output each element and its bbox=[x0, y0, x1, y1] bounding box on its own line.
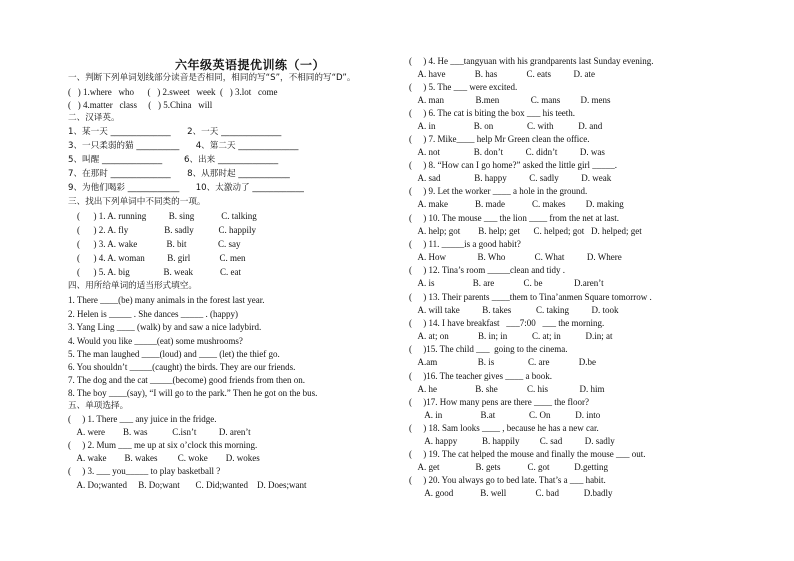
right-line: A. get B. gets C. got D.getting bbox=[409, 462, 608, 472]
right-line: ( ) 9. Let the worker ____ a hole in the ground. bbox=[409, 186, 588, 196]
right-line: A. good B. well C. bad D.badly bbox=[409, 488, 613, 498]
left-line: A. were B. was C.isn’t D. aren’t bbox=[68, 427, 251, 437]
left-line: ( ) 2. Mum ___ me up at six o’clock this morning. bbox=[68, 440, 258, 450]
left-line: 4. Would you like _____(eat) some mushrooms? bbox=[68, 336, 243, 346]
worksheet-title: 六年级英语提优训练（一） bbox=[175, 58, 326, 72]
left-line: A. Do;wanted B. Do;want C. Did;wanted D. Does;want bbox=[68, 480, 307, 490]
left-line: 7、在那时 ______________ 8、从那时起 ____________ bbox=[68, 169, 290, 179]
right-line: A. How B. Who C. What D. Where bbox=[409, 252, 622, 262]
left-line: A. wake B. wakes C. woke D. wokes bbox=[68, 453, 260, 463]
left-line: 5、叫醒 ______________ 6、出来 ______________ bbox=[68, 155, 279, 165]
right-line: ( )17. How many pens are there ____ the floor? bbox=[409, 397, 589, 407]
right-line: ( ) 11. _____is a good habit? bbox=[409, 239, 521, 249]
left-line: 2. Helen is _____ . She dances _____ . (happy) bbox=[68, 309, 238, 319]
left-line: ( ) 3. A. wake B. bit C. say bbox=[68, 239, 241, 249]
left-line: 8. The boy ____(say), “I will go to the park.” Then he got on the bus. bbox=[68, 388, 318, 398]
right-line: A. make B. made C. makes D. making bbox=[409, 199, 624, 209]
right-line: ( ) 18. Sam looks ____ , because he has a new car. bbox=[409, 423, 599, 433]
left-line: 3. Yang Ling ____ (walk) by and saw a nice ladybird. bbox=[68, 322, 262, 332]
left-line: 一、判断下列单词划线部分读音是否相同，相同的写“S”，不相同的写“D”。 bbox=[68, 73, 356, 83]
left-line: 1. There ____(be) many animals in the forest last year. bbox=[68, 295, 265, 305]
left-line: ( ) 3. ___ you_____ to play basketball ? bbox=[68, 466, 221, 476]
right-line: A. is B. are C. be D.aren’t bbox=[409, 278, 604, 288]
right-line: A.am B. is C. are D.be bbox=[409, 357, 596, 367]
left-line: 1、某一天 ______________ 2、一天 ______________ bbox=[68, 127, 282, 137]
right-line: A. at; on B. in; in C. at; in D.in; at bbox=[409, 331, 613, 341]
right-line: A. in B.at C. On D. into bbox=[409, 410, 601, 420]
right-line: ( ) 4. He ___tangyuan with his grandparents last Sunday evening. bbox=[409, 56, 654, 66]
left-line: 3、一只柔弱的猫 __________ 4、第二天 ______________ bbox=[68, 141, 299, 151]
left-line: ( ) 1. There ___ any juice in the fridge. bbox=[68, 414, 217, 424]
right-line: ( ) 6. The cat is biting the box ___ his teeth. bbox=[409, 108, 576, 118]
right-line: ( ) 5. The ___ were excited. bbox=[409, 82, 518, 92]
right-line: A. sad B. happy C. sadly D. weak bbox=[409, 173, 612, 183]
left-line: 四、用所给单词的适当形式填空。 bbox=[68, 281, 197, 291]
right-line: ( )16. The teacher gives ____ a book. bbox=[409, 371, 553, 381]
right-line: ( ) 13. Their parents ____them to Tina’anmen Square tomorrow . bbox=[409, 292, 652, 302]
left-line: 6. You shouldn’t _____(caught) the birds. They are our friends. bbox=[68, 362, 296, 372]
right-line: ( ) 14. I have breakfast ___7:00 ___ the morning. bbox=[409, 318, 605, 328]
right-line: ( )15. The child ___ going to the cinema. bbox=[409, 344, 568, 354]
left-line: ( ) 1. A. running B. sing C. talking bbox=[68, 211, 257, 221]
right-line: A. not B. don’t C. didn’t D. was bbox=[409, 147, 605, 157]
left-line: ( ) 2. A. fly B. sadly C. happily bbox=[68, 225, 256, 235]
right-line: ( ) 19. The cat helped the mouse and finally the mouse ___ out. bbox=[409, 449, 646, 459]
right-line: ( ) 7. Mike____ help Mr Green clean the office. bbox=[409, 134, 590, 144]
right-line: ( ) 20. You always go to bed late. That’s a ___ habit. bbox=[409, 475, 606, 485]
right-line: A. will take B. takes C. taking D. took bbox=[409, 305, 619, 315]
right-line: ( ) 10. The mouse ___ the lion ____ from the net at last. bbox=[409, 213, 620, 223]
right-line: A. have B. has C. eats D. ate bbox=[409, 69, 595, 79]
right-line: A. in B. on C. with D. and bbox=[409, 121, 603, 131]
left-line: ( ) 5. A. big B. weak C. eat bbox=[68, 267, 241, 277]
left-line: 5. The man laughed ____(loud) and ____ (let) the thief go. bbox=[68, 349, 280, 359]
right-line: A. he B. she C. his D. him bbox=[409, 384, 605, 394]
left-line: 7. The dog and the cat _____(become) good friends from then on. bbox=[68, 375, 306, 385]
left-line: 三、找出下列单词中不同类的一项。 bbox=[68, 197, 206, 207]
left-line: 五、单项选择。 bbox=[68, 401, 129, 411]
left-line: 二、汉译英。 bbox=[68, 113, 120, 123]
left-line: ( ) 4. A. woman B. girl C. men bbox=[68, 253, 246, 263]
right-line: ( ) 8. “How can I go home?” asked the little girl _____. bbox=[409, 160, 617, 170]
right-line: A. man B.men C. mans D. mens bbox=[409, 95, 611, 105]
left-line: 9、为他们喝彩 ____________ 10、太激动了 ____________ bbox=[68, 183, 304, 193]
right-line: A. happy B. happily C. sad D. sadly bbox=[409, 436, 615, 446]
right-line: A. help; got B. help; get C. helped; got D. helped; get bbox=[409, 226, 642, 236]
left-line: ( ) 4.matter class ( ) 5.China will bbox=[68, 100, 213, 110]
right-line: ( ) 12. Tina’s room _____clean and tidy . bbox=[409, 265, 565, 275]
left-line: ( ) 1.where who ( ) 2.sweet week ( ) 3.lot come bbox=[68, 87, 278, 97]
